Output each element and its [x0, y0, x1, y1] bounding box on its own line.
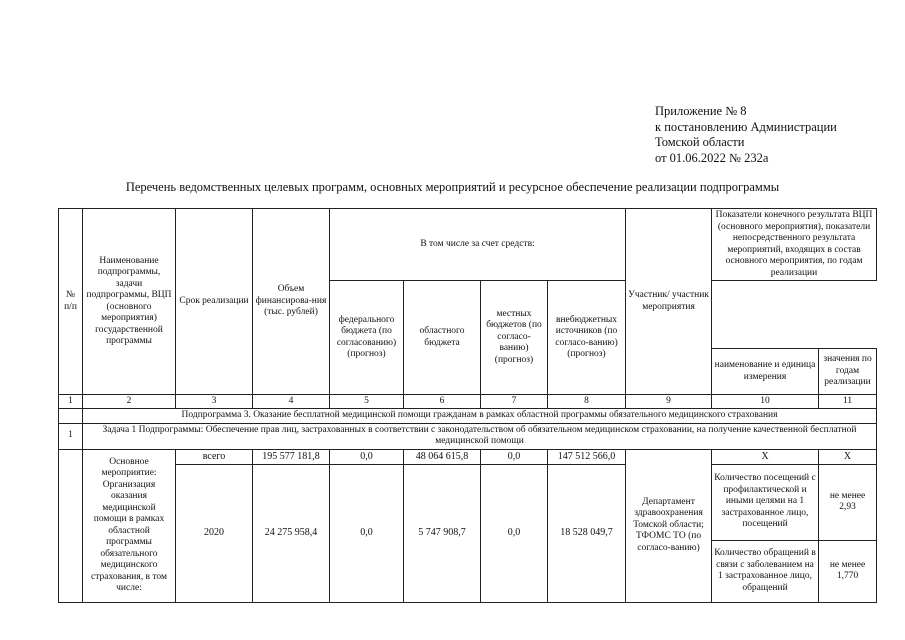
appendix-line-1: Приложение № 8: [655, 104, 747, 118]
total-period: всего: [176, 449, 253, 464]
year-2020-row: [59, 464, 877, 540]
indicator-name: Количество обращений в связи с заболеванием на 1 застрахованное лицо, обращений: [712, 540, 819, 602]
column-number: 1: [59, 395, 83, 409]
header-participant: Участник/ участник мероприятия: [626, 209, 712, 395]
header-period: Срок реализации: [176, 209, 253, 395]
task-text: Задача 1 Подпрограммы: Обеспечение прав лиц, застрахованных в соответствии с законодательством об обязательном медицинском страховании, на получение качественной бесплатной медицинской помощи: [83, 423, 877, 449]
total-local: 0,0: [481, 449, 548, 464]
year-local: 0,0: [481, 464, 548, 602]
task-row: [59, 423, 877, 449]
year-offbudget: 18 528 049,7: [548, 464, 626, 602]
total-volume: 195 577 181,8: [253, 449, 330, 464]
header-offbudget: внебюджетных источников (по согласо-ванию) (прогноз): [548, 281, 626, 395]
activity-participant: Департамент здравоохранения Томской области; ТФОМС ТО (по согласо-ванию): [626, 449, 712, 602]
total-federal: 0,0: [330, 449, 404, 464]
column-number: 6: [404, 395, 481, 409]
subprogram-title: Подпрограмма 3. Оказание бесплатной медицинской помощи гражданам в рамках областной программы обязательного медицинского страхования: [83, 409, 877, 424]
year-federal: 0,0: [330, 464, 404, 602]
column-number: 5: [330, 395, 404, 409]
appendix-line-3: Томской области: [655, 135, 745, 149]
header-federal: федерального бюджета (по согласованию) (прогноз): [330, 281, 404, 395]
header-funds-group: В том числе за счет средств:: [330, 209, 626, 281]
indicator-name: Количество посещений с профилактической и иными целями на 1 застрахованное лицо, посещений: [712, 464, 819, 540]
appendix-line-4: от 01.06.2022 № 232а: [655, 150, 769, 165]
header-name: Наименование подпрограммы, задачи подпрограммы, ВЦП (основного мероприятия) государственной программы: [83, 209, 176, 395]
total-row: [59, 449, 877, 464]
total-regional: 48 064 615,8: [404, 449, 481, 464]
indicator-value: не менее 2,93: [819, 464, 877, 540]
year-volume: 24 275 958,4: [253, 464, 330, 602]
task-num: 1: [59, 423, 83, 449]
year-regional: 5 747 908,7: [404, 464, 481, 602]
total-indicator-value: Х: [819, 449, 877, 464]
column-number: 2: [83, 395, 176, 409]
appendix-line-2: к постановлению Администрации: [655, 119, 837, 134]
program-table: [58, 208, 877, 603]
header-volume: Объем финансирова-ния (тыс. рублей): [253, 209, 330, 395]
header-indicators-group: Показатели конечного результата ВЦП (основного мероприятия), показатели непосредственного результата мероприятий, входящих в состав основного мероприятия, по годам реализации: [712, 209, 877, 281]
subprogram-row: [59, 409, 877, 424]
document-title: Перечень ведомственных целевых программ, основных мероприятий и ресурсное обеспечение реализации подпрограммы: [125, 180, 780, 194]
appendix-block: [655, 104, 837, 166]
header-regional: областного бюджета: [404, 281, 481, 395]
header-indicator-name: наименование и единица измерения: [712, 349, 819, 395]
column-number: 7: [481, 395, 548, 409]
total-indicator-name: Х: [712, 449, 819, 464]
column-number: 3: [176, 395, 253, 409]
header-indicator-values: значения по годам реализации: [819, 349, 877, 395]
column-number: 4: [253, 395, 330, 409]
column-number: 8: [548, 395, 626, 409]
activity-name: Основное мероприятие: Организация оказания медицинской помощи в рамках областной программы обязательного медицинского страхования, в том числе:: [83, 449, 176, 602]
column-numbers-row: [59, 395, 877, 409]
column-number: 11: [819, 395, 877, 409]
header-local: местных бюджетов (по согласо-ванию) (прогноз): [481, 281, 548, 395]
column-number: 9: [626, 395, 712, 409]
column-number: 10: [712, 395, 819, 409]
total-offbudget: 147 512 566,0: [548, 449, 626, 464]
indicator-value: не менее 1,770: [819, 540, 877, 602]
header-num: № п/п: [59, 209, 83, 395]
year-period: 2020: [176, 464, 253, 602]
